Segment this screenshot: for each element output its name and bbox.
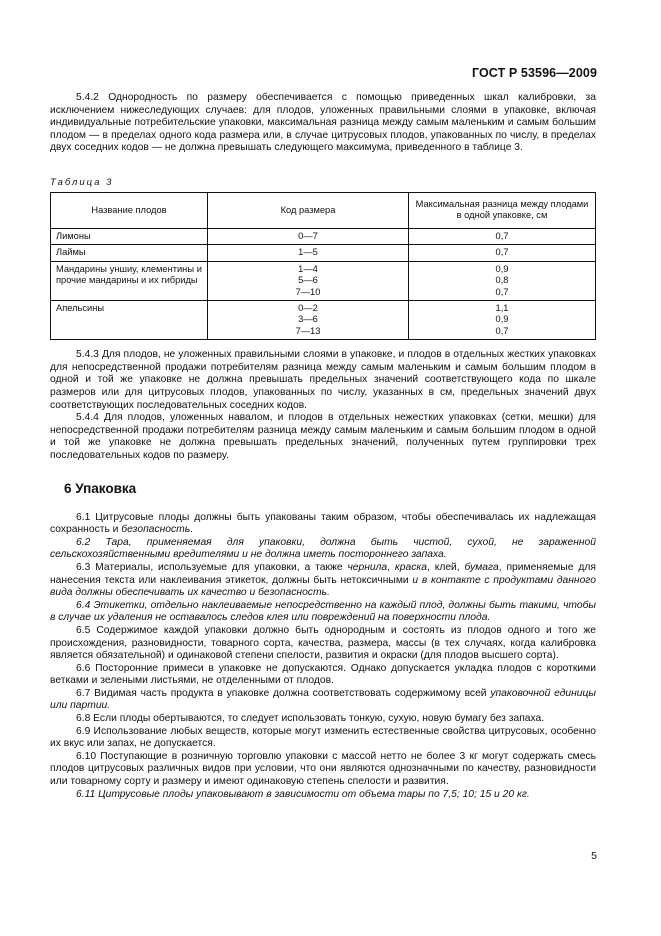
- max-difference-cell: [409, 228, 596, 244]
- paragraph-6-4: 6.4 Этикетки, отдельно наклеиваемые непосредственно на каждый плод, должны быть такими, чтобы в случае их удаления не оставалось следов клея или повреждений на поверхности плода.: [50, 599, 596, 624]
- size-code-value: 5—6: [298, 275, 318, 286]
- paragraph-6-5: 6.5 Содержимое каждой упаковки должно быть однородным и состоять из плодов одного и того же происхождения, разновидности, товарного сорта, качества, размера, массы (в тех случаях, когда калибровка является обязательной) и одинаковой степени спелости, развития и окраски (для плодов высшего сорта).: [50, 624, 596, 662]
- header-fruit-name: Название плодов: [51, 192, 208, 228]
- size-code-cell: [208, 261, 409, 300]
- paragraph-6-8: 6.8 Если плоды обертываются, то следует использовать тонкую, сухую, новую бумагу без запаха.: [76, 713, 545, 725]
- paragraph-6-9: 6.9 Использование любых веществ, которые могут изменить естественные свойства цитрусовых, особенно их вкус или запах, не допускается.: [50, 725, 596, 750]
- paragraph-6-10: 6.10 Поступающие в розничную торговлю упаковки с массой нетто не более 3 кг могут содержать смесь плодов цитрусовых различных видов при условии, что они являются однозначными по качеству, разновидности или товарному сорту и размеру и имеют одинаковую степень спелости и развития.: [50, 750, 596, 788]
- size-code-value: 1—5: [298, 247, 318, 258]
- page-number: 5: [591, 850, 597, 862]
- section-6-title: 6 Упаковка: [64, 480, 137, 496]
- size-difference-table: [50, 192, 596, 340]
- max-difference-cell: [409, 261, 596, 300]
- header-max-difference: Максимальная разница между плодами в одной упаковке, см: [409, 192, 596, 228]
- size-code-value: 0—2: [298, 303, 318, 313]
- size-code-cell: [208, 245, 409, 261]
- max-difference-value: 0,8: [495, 275, 509, 286]
- max-difference-value: 0,7: [495, 230, 509, 241]
- size-code-value: 1—4: [298, 263, 318, 274]
- paragraph-6-2: 6.2 Тара, применяемая для упаковки, должна быть чистой, сухой, не зараженной сельскохозяйственными вредителями и не должна иметь постороннего запаха.: [50, 536, 596, 561]
- paragraph-6-1: 6.1 Цитрусовые плоды должны быть упакованы таким образом, чтобы обеспечивалась их надлежащая сохранность и безопасность.: [50, 511, 596, 536]
- size-code-cell: [208, 301, 409, 340]
- max-difference-value: 0,7: [495, 325, 509, 336]
- fruit-name-cell: Лимоны: [51, 228, 208, 244]
- standard-code: ГОСТ Р 53596—2009: [471, 66, 597, 80]
- size-code-value: 7—10: [295, 286, 321, 297]
- max-difference-value: 0,9: [495, 263, 509, 274]
- paragraph-6-7: 6.7 Видимая часть продукта в упаковке должна соответствовать содержимому всей упаковочной единицы или партии.: [50, 687, 596, 712]
- max-difference-cell: [409, 301, 596, 340]
- paragraph-5-4-2: 5.4.2 Однородность по размеру обеспечивается с помощью приведенных шкал калибровки, за исключением нижеследующих случаев: для плодов, уложенных правильными слоями в упаковке, включая индивидуальные потребительские упаковки, максимальная разница между самым маленьким и самым большим плодом — в пределах одного кода размера или, в случае цитрусовых плодов, упакованных по числу, в пределах двух соседних кодов — не должна превышать следующего максимума, приведенного в таблице 3.: [50, 92, 596, 154]
- max-difference-value: 0,7: [495, 286, 509, 297]
- page-content: [50, 92, 596, 801]
- size-code-value: 0—7: [298, 230, 318, 241]
- table-row: [51, 301, 596, 340]
- header-size-code: Код размера: [208, 192, 409, 228]
- paragraph-5-4-4: 5.4.4 Для плодов, уложенных навалом, и плодов в отдельных нежестких упаковках (сетки, мешки) для непосредственной продажи потребителям разница между самым маленьким и самым большим плодом в одной и той же упаковке не должна превышать предельных значений, полученных путем группировки трех последовательных кодов по размеру.: [50, 412, 596, 461]
- fruit-name-cell: Мандарины уншиу, клементины и прочие мандарины и их гибриды: [51, 261, 208, 300]
- size-code-value: 7—13: [295, 325, 321, 336]
- max-difference-value: 0,7: [495, 247, 509, 258]
- paragraph-5-4-3: 5.4.3 Для плодов, не уложенных правильными слоями в упаковке, и плодов в отдельных жестких упаковках для непосредственной продажи потребителям разница между самым маленьким и самым большим плодом в одной и той же упаковке не должна превышать предельных значений соответствующего кода по шкале размеров или для цитрусовых плодов, упакованных по числу, указанных в см, предельных значений двух соответствующих последовательных соседних кодов.: [50, 349, 596, 411]
- table-header-row: [51, 192, 596, 228]
- fruit-name-cell: Апельсины: [51, 301, 208, 340]
- max-difference-value: 1,1: [495, 303, 509, 313]
- paragraph-6-11: 6.11 Цитрусовые плоды упаковывают в зависимости от объема тары по 7,5; 10; 15 и 20 кг.: [76, 788, 530, 800]
- table-caption: Таблица 3: [50, 176, 114, 188]
- fruit-name-cell: Лаймы: [51, 245, 208, 261]
- max-difference-cell: [409, 245, 596, 261]
- table-row: [51, 228, 596, 244]
- paragraph-6-3: 6.3 Материалы, используемые для упаковки, а также чернила, краска, клей, бумага, применяемые для нанесения текста или наклеивания этикеток, должны быть нетоксичными и в контакте с продуктами данного вида должны обеспечивать их качество и безопасность.: [50, 561, 596, 599]
- max-difference-value: 0,9: [495, 314, 509, 325]
- table-row: [51, 245, 596, 261]
- table-row: [51, 261, 596, 300]
- size-code-value: 3—6: [298, 314, 318, 325]
- paragraph-6-6: 6.6 Посторонние примеси в упаковке не допускаются. Однако допускается укладка плодов с короткими ветками и зелеными листьями, не отделенными от плодов.: [50, 662, 596, 687]
- size-code-cell: [208, 228, 409, 244]
